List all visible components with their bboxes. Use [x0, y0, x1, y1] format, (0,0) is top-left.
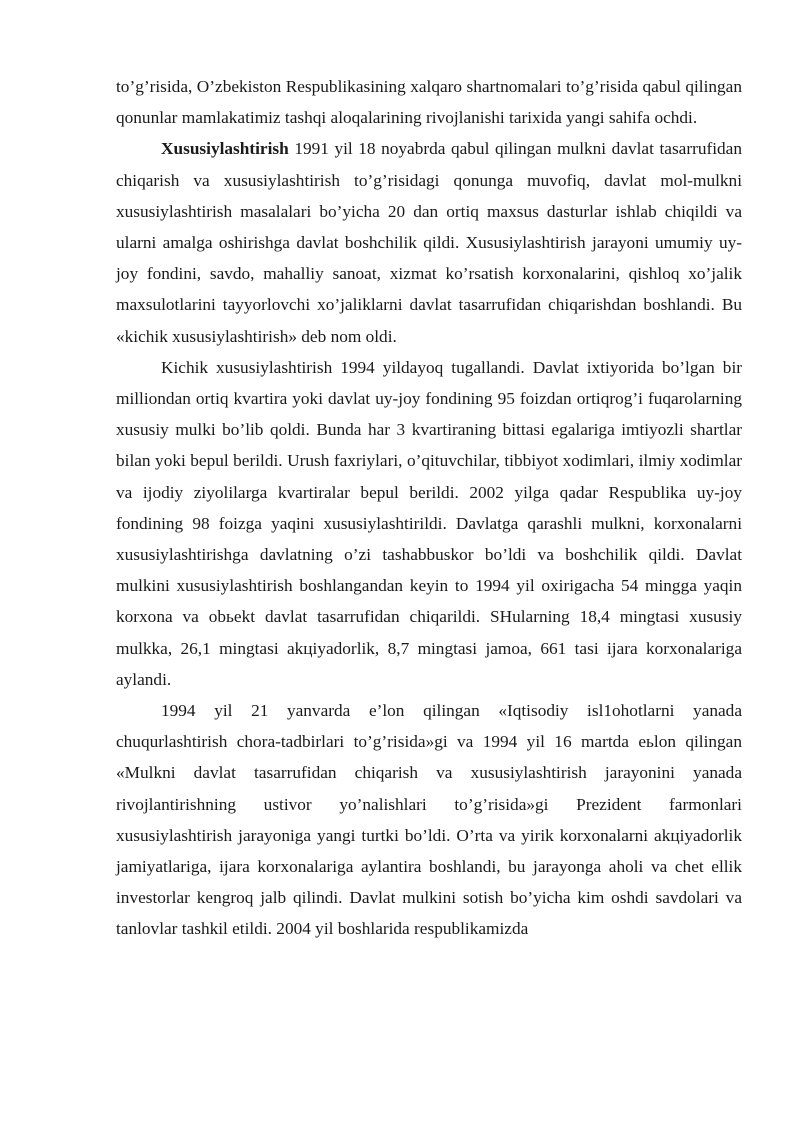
paragraph-privatization [116, 133, 742, 351]
paragraph-text: Kichik xususiylashtirish 1994 yildayoq tugallandi. Davlat ixtiyorida bo’lgan bir milliondan ortiq kvartira yoki davlat uy-joy fondining 95 foizdan ortiqrog’i fuqarolarning xususiy mulki bo’lib qoldi. Bunda har 3 kvartiraning bittasi egalariga imtiyozli shartlar bilan yoki bepul berildi. Urush faxriylari, o’qituvchilar, tibbiyot xodimlari, ilmiy xodimlar va ijodiy ziyolilarga kvartiralar bepul berildi. 2002 yilga qadar Respublika uy-joy fondining 98 foizga yaqini xususiylashtirildi. Davlatga qarashli mulkni, korxonalarni xususiylashtirishga davlatning o’zi tashabbuskor bo’ldi va boshchilik qildi. Davlat mulkini xususiylashtirish boshlangandan keyin to 1994 yil oxirigacha 54 mingga yaqin korxona va obьekt davlat tasarrufidan chiqarildi. SHularning 18,4 mingtasi xususiy mulkka, 26,1 mingtasi akцiyadorlik, 8,7 mingtasi jamoa, 661 tasi ijara korxonalariga aylandi. [116, 357, 742, 689]
paragraph-text: 1991 yil 18 noyabrda qabul qilingan mulkni davlat tasarrufidan chiqarish va xususiylashtirish to’g’risidagi qonunga muvofiq, davlat mol-mulkni xususiylashtirish masalalari bo’yicha 20 dan ortiq maxsus dasturlar ishlab chiqildi va ularni amalga oshirishga davlat boshchilik qildi. Xususiylashtirish jarayoni umumiy uy-joy fondini, savdo, mahalliy sanoat, xizmat ko’rsatish korxonalarini, qishloq xo’jalik maxsulotlarini tayyorlovchi xo’jaliklarni davlat tasarrufidan chiqarishdan boshlandi. Bu «kichik xususiylashtirish» deb nom oldi. [116, 139, 742, 346]
paragraph-lead-term: Xususiylashtirish [161, 139, 289, 159]
paragraph-text: 1994 yil 21 yanvarda e’lon qilingan «Iqtisodiy isl1ohotlarni yanada chuqurlashtirish chora-tadbirlari to’g’risida»gi va 1994 yil 16 martda eьlon qilingan «Mulkni davlat tasarrufidan chiqarish va xususiylashtirish jarayonini yanada rivojlantirishning ustivor yo’nalishlari to’g’risida»gi Prezident farmonlari xususiylashtirish jarayoniga yangi turtki bo’ldi. O’rta va yirik korxonalarni akцiyadorlik jamiyatlariga, ijara korxonalariga aylantira boshlandi, bu jarayonga aholi va chet ellik investorlar kengroq jalb qilindi. Davlat mulkini sotish bo’yicha kim oshdi savdolari va tanlovlar tashkil etildi. 2004 yil boshlarida respublikamizda [116, 701, 742, 939]
paragraph-continuation [116, 71, 742, 133]
paragraph-decrees [116, 695, 742, 945]
paragraph-small-privatization [116, 352, 742, 695]
paragraph-text: to’g’risida, O’zbekiston Respublikasining xalqaro shartnomalari to’g’risida qabul qilingan qonunlar mamlakatimiz tashqi aloqalarining rivojlanishi tarixida yangi sahifa ochdi. [116, 77, 742, 128]
body-text [116, 71, 742, 945]
